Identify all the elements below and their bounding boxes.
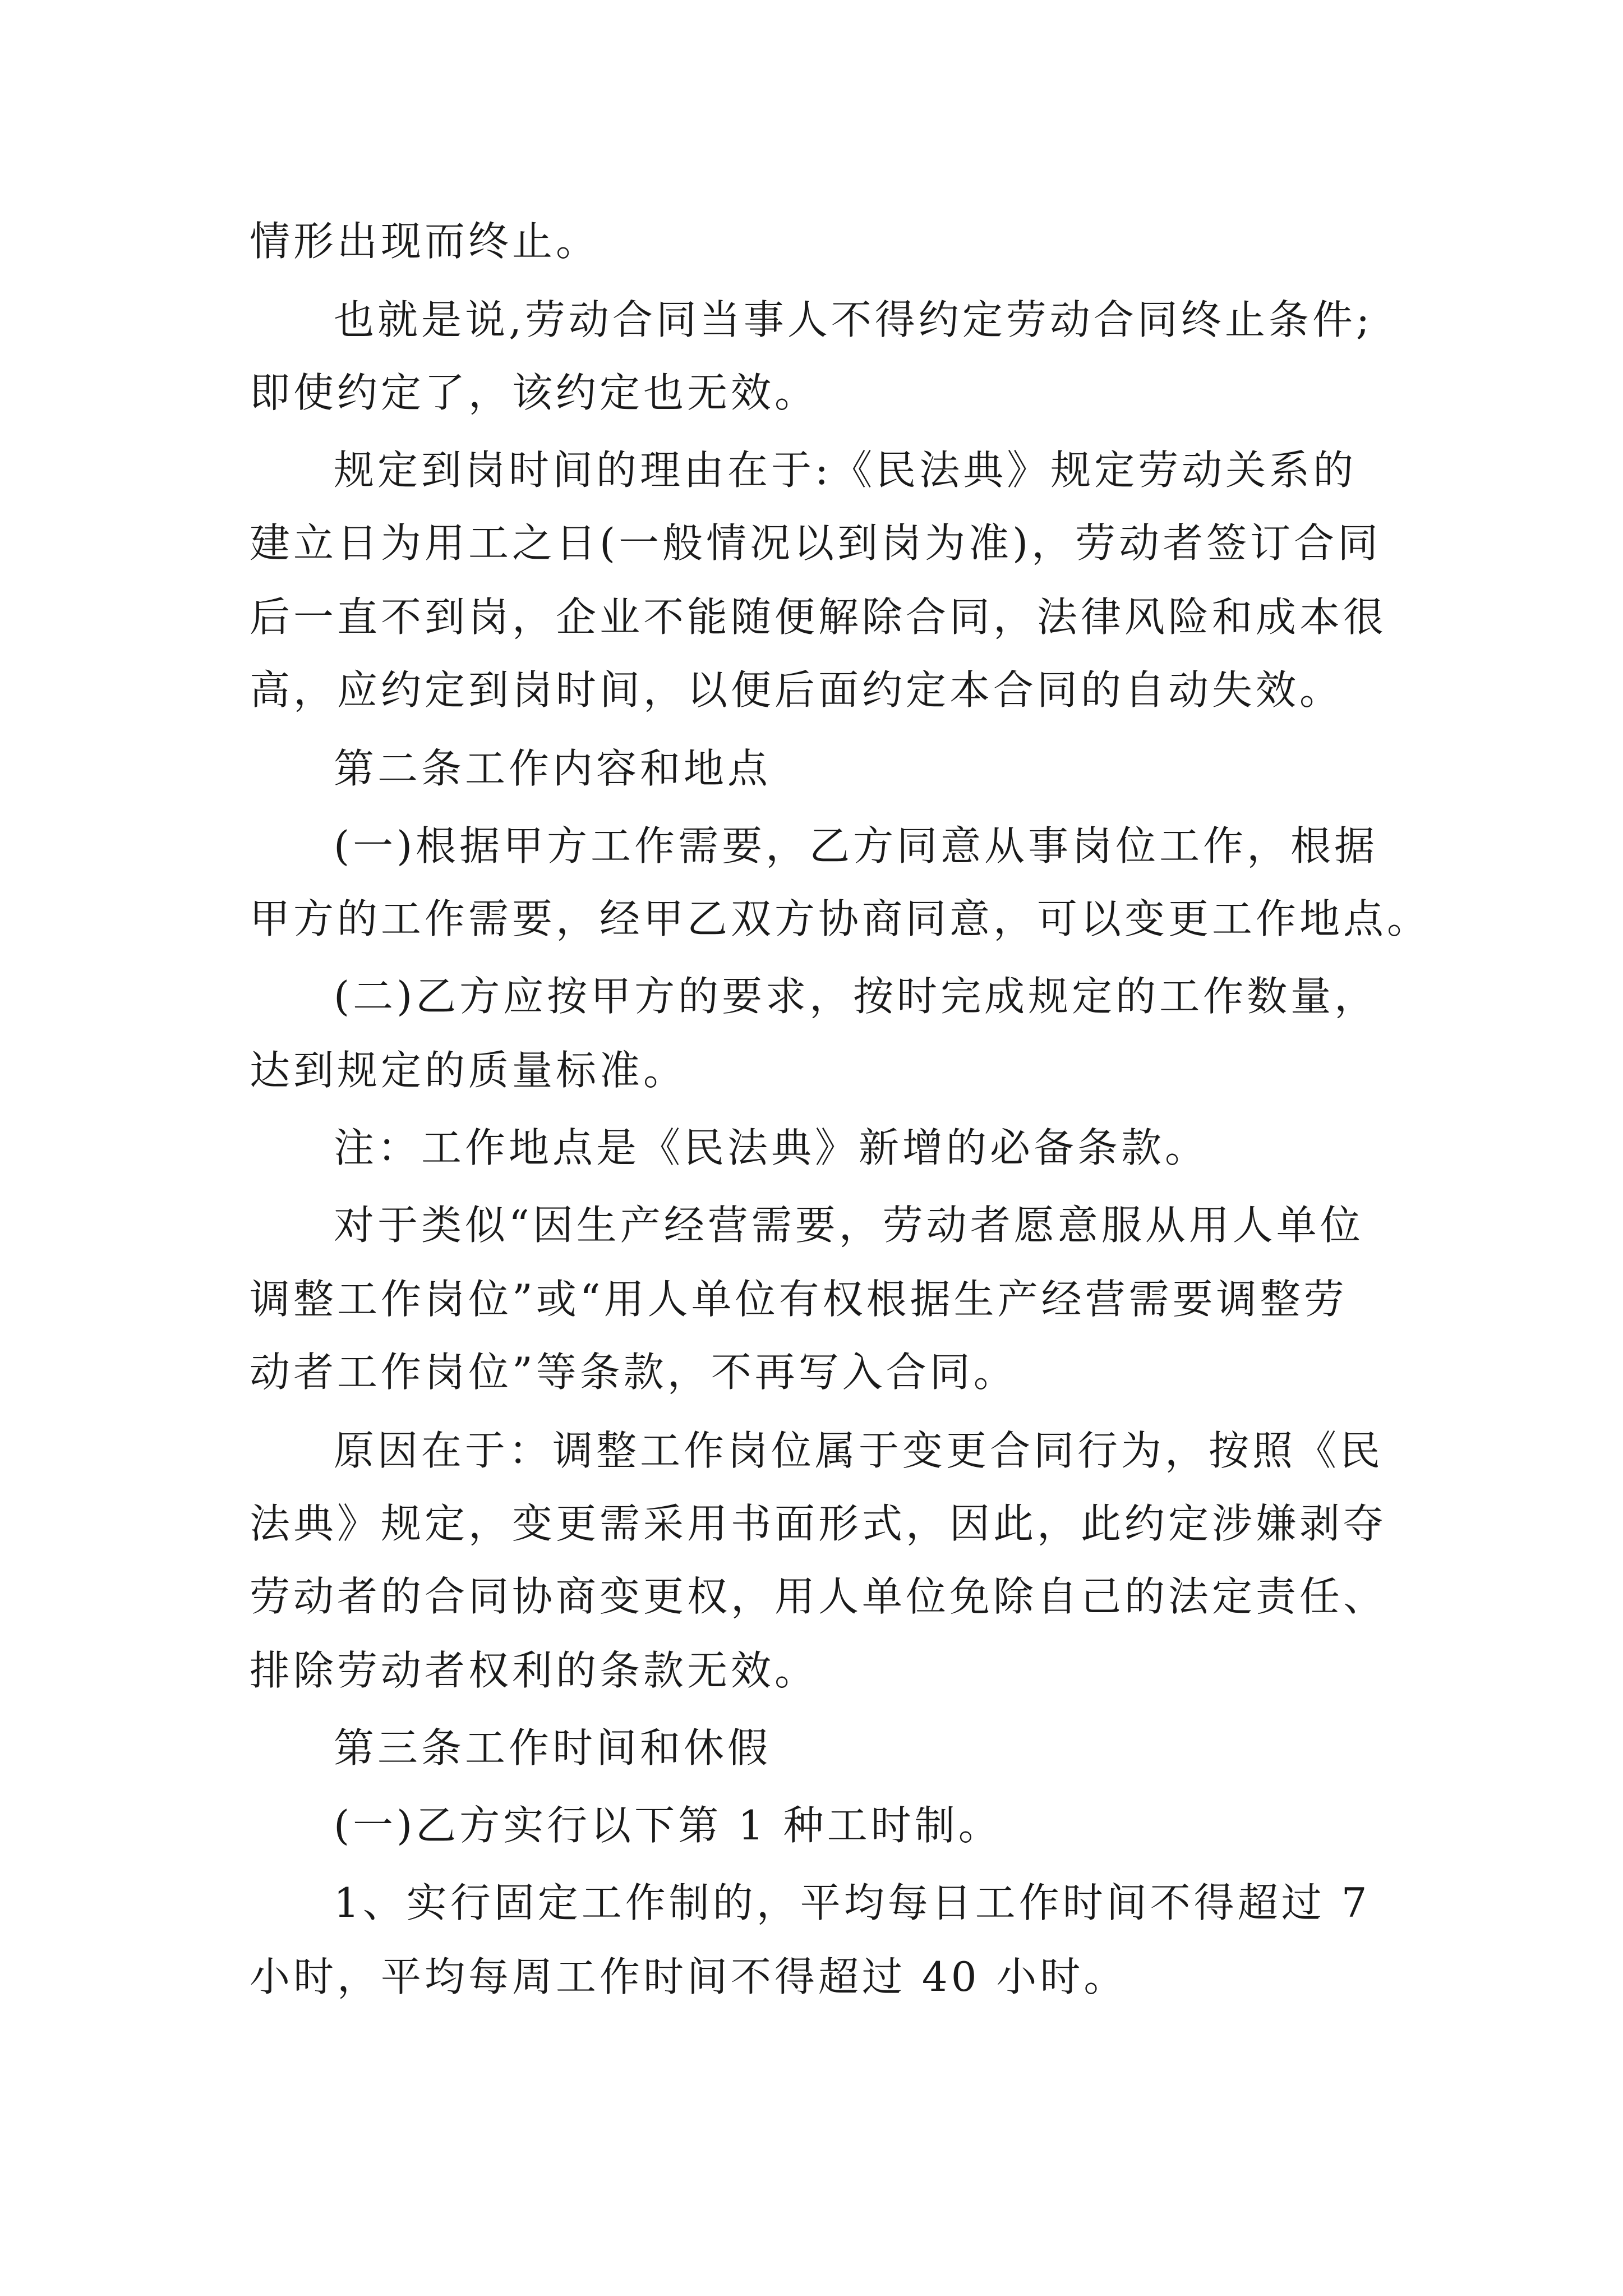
text-line: 排除劳动者权利的条款无效。 bbox=[250, 1647, 819, 1694]
text-line: 高，应约定到岗时间，以便后面约定本合同的自动失效。 bbox=[250, 666, 1344, 714]
text-line: 情形出现而终止。 bbox=[250, 218, 600, 265]
text-line: (一)根据甲方工作需要，乙方同意从事岗位工作，根据 bbox=[334, 822, 1378, 869]
text-line: 达到规定的质量标准。 bbox=[250, 1047, 688, 1094]
text-line: 法典》规定，变更需采用书面形式，因此，此约定涉嫌剥夺 bbox=[250, 1500, 1387, 1547]
section-heading: 第二条工作内容和地点 bbox=[334, 745, 772, 792]
section-heading: 第三条工作时间和休假 bbox=[334, 1724, 772, 1772]
text-line: 也就是说,劳动合同当事人不得约定劳动合同终止条件; bbox=[334, 296, 1373, 343]
text-line: (一)乙方实行以下第 1 种工时制。 bbox=[334, 1802, 1002, 1849]
text-line: 劳动者的合同协商变更权，用人单位免除自己的法定责任、 bbox=[250, 1573, 1387, 1620]
text-line: 规定到岗时间的理由在于:《民法典》规定劳动关系的 bbox=[334, 447, 1357, 494]
text-line: 甲方的工作需要，经甲乙双方协商同意，可以变更工作地点。 bbox=[250, 895, 1431, 942]
text-line: 后一直不到岗，企业不能随便解除合同，法律风险和成本很 bbox=[250, 593, 1387, 641]
text-line: 动者工作岗位”等条款，不再写入合同。 bbox=[250, 1349, 1017, 1396]
text-line: 对于类似“因生产经营需要，劳动者愿意服从用人单位 bbox=[334, 1202, 1364, 1249]
text-line: 小时，平均每周工作时间不得超过 40 小时。 bbox=[250, 1953, 1128, 2000]
note-line: 注：工作地点是《民法典》新增的必备条款。 bbox=[334, 1124, 1209, 1171]
text-line: (二)乙方应按甲方的要求，按时完成规定的工作数量， bbox=[334, 973, 1378, 1020]
text-line: 调整工作岗位”或“用人单位有权根据生产经营需要调整劳 bbox=[250, 1276, 1348, 1323]
text-line: 原因在于：调整工作岗位属于变更合同行为，按照《民 bbox=[334, 1427, 1384, 1474]
text-line: 建立日为用工之日(一般情况以到岗为准)，劳动者签订合同 bbox=[250, 519, 1382, 567]
text-line: 即使约定了，该约定也无效。 bbox=[250, 369, 819, 416]
text-line: 1、实行固定工作制的，平均每日工作时间不得超过 7 bbox=[334, 1879, 1371, 1926]
